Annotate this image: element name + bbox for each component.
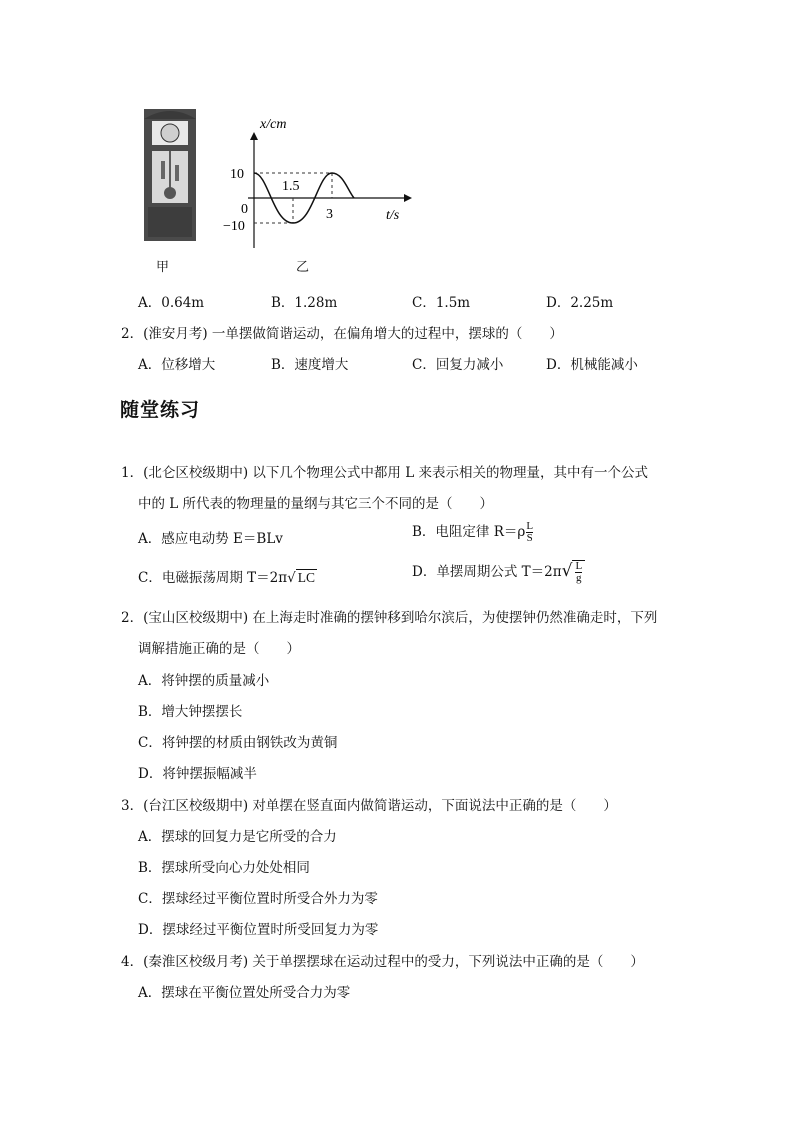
p3-stem: 3．(台江区校级期中) 对单摆在竖直面内做简谐运动，下面说法中正确的是（ ） — [121, 798, 617, 814]
p1-option-b — [412, 520, 534, 544]
huaian-option-c: C．回复力减小 — [412, 357, 504, 373]
sqrt-sign: √ — [287, 570, 296, 586]
tick-x-1: 1.5 — [282, 179, 300, 194]
tick-origin: 0 — [241, 202, 248, 217]
fraction-l-over-g — [575, 561, 582, 584]
p1-option-d-prefix: D．单摆周期公式 T＝2π — [412, 564, 562, 580]
p3-option-b: B．摆球所受向心力处处相同 — [138, 860, 310, 876]
p1-option-d — [412, 560, 585, 584]
prev-option-c: C．1.5m — [412, 295, 471, 311]
huaian-option-b: B．速度增大 — [271, 357, 349, 373]
sqrt-fraction-box — [572, 560, 585, 584]
pendulum-figure — [138, 103, 418, 283]
section-title: 随堂练习 — [120, 399, 201, 421]
figure-svg — [138, 103, 418, 283]
tick-y-neg: −10 — [223, 219, 245, 234]
frac-numerator: L — [526, 520, 534, 532]
question-huaian-stem: 2．(淮安月考) 一单摆做简谐运动，在偏角增大的过程中，摆球的（ ） — [121, 326, 563, 342]
x-axis-label: t/s — [386, 208, 400, 223]
prev-option-b: B．1.28m — [271, 295, 338, 311]
figure-caption-right: 乙 — [296, 260, 310, 275]
p1-option-b-prefix: B．电阻定律 R＝ρ — [412, 524, 526, 540]
huaian-option-d: D．机械能减小 — [546, 357, 638, 373]
frac-denominator-g: g — [576, 572, 582, 584]
figure-caption-left: 甲 — [156, 260, 170, 275]
p2-option-a: A．将钟摆的质量减小 — [138, 673, 270, 689]
p2-stem-line1: 2．(宝山区校级期中) 在上海走时准确的摆钟移到哈尔滨后，为使摆钟仍然准确走时，下列 — [121, 610, 658, 626]
sqrt-radicand: LC — [297, 570, 315, 585]
sqrt-sign-large: √ — [561, 561, 573, 581]
p2-option-d: D．将钟摆振幅减半 — [138, 766, 257, 782]
p3-option-c: C．摆球经过平衡位置时所受合外力为零 — [138, 891, 378, 907]
p1-option-c-prefix: C．电磁振荡周期 T＝2π — [138, 570, 288, 586]
p4-option-a: A．摆球在平衡位置处所受合力为零 — [138, 985, 351, 1001]
p2-option-b: B．增大钟摆摆长 — [138, 704, 243, 720]
tick-y-pos: 10 — [230, 167, 244, 182]
pendulum-clock-illustration — [144, 109, 196, 241]
p1-stem-line2: 中的 L 所代表的物理量的量纲与其它三个不同的是（ ） — [138, 496, 494, 512]
y-axis-label: x/cm — [260, 117, 287, 132]
p1-option-a: A．感应电动势 E＝BLv — [138, 531, 283, 547]
p3-option-d: D．摆球经过平衡位置时所受回复力为零 — [138, 922, 379, 938]
p3-option-a: A．摆球的回复力是它所受的合力 — [138, 829, 337, 845]
frac-numerator-l: L — [575, 560, 583, 572]
huaian-option-a: A．位移增大 — [138, 357, 216, 373]
p2-option-c: C．将钟摆的材质由钢铁改为黄铜 — [138, 735, 338, 751]
p4-stem: 4．(秦淮区校级月考) 关于单摆摆球在运动过程中的受力，下列说法中正确的是（ ） — [121, 954, 644, 970]
p2-stem-line2: 调解措施正确的是（ ） — [138, 641, 300, 657]
fraction-l-over-s — [526, 521, 533, 544]
xt-graph — [223, 117, 412, 248]
tick-x-2: 3 — [326, 207, 333, 222]
prev-option-d: D．2.25m — [546, 295, 614, 311]
p1-stem-line1: 1．(北仑区校级期中) 以下几个物理公式中都用 L 来表示相关的物理量，其中有一个公式 — [121, 465, 648, 481]
p1-option-c — [138, 566, 317, 586]
frac-denominator: S — [526, 532, 533, 544]
prev-option-a: A．0.64m — [138, 295, 205, 311]
